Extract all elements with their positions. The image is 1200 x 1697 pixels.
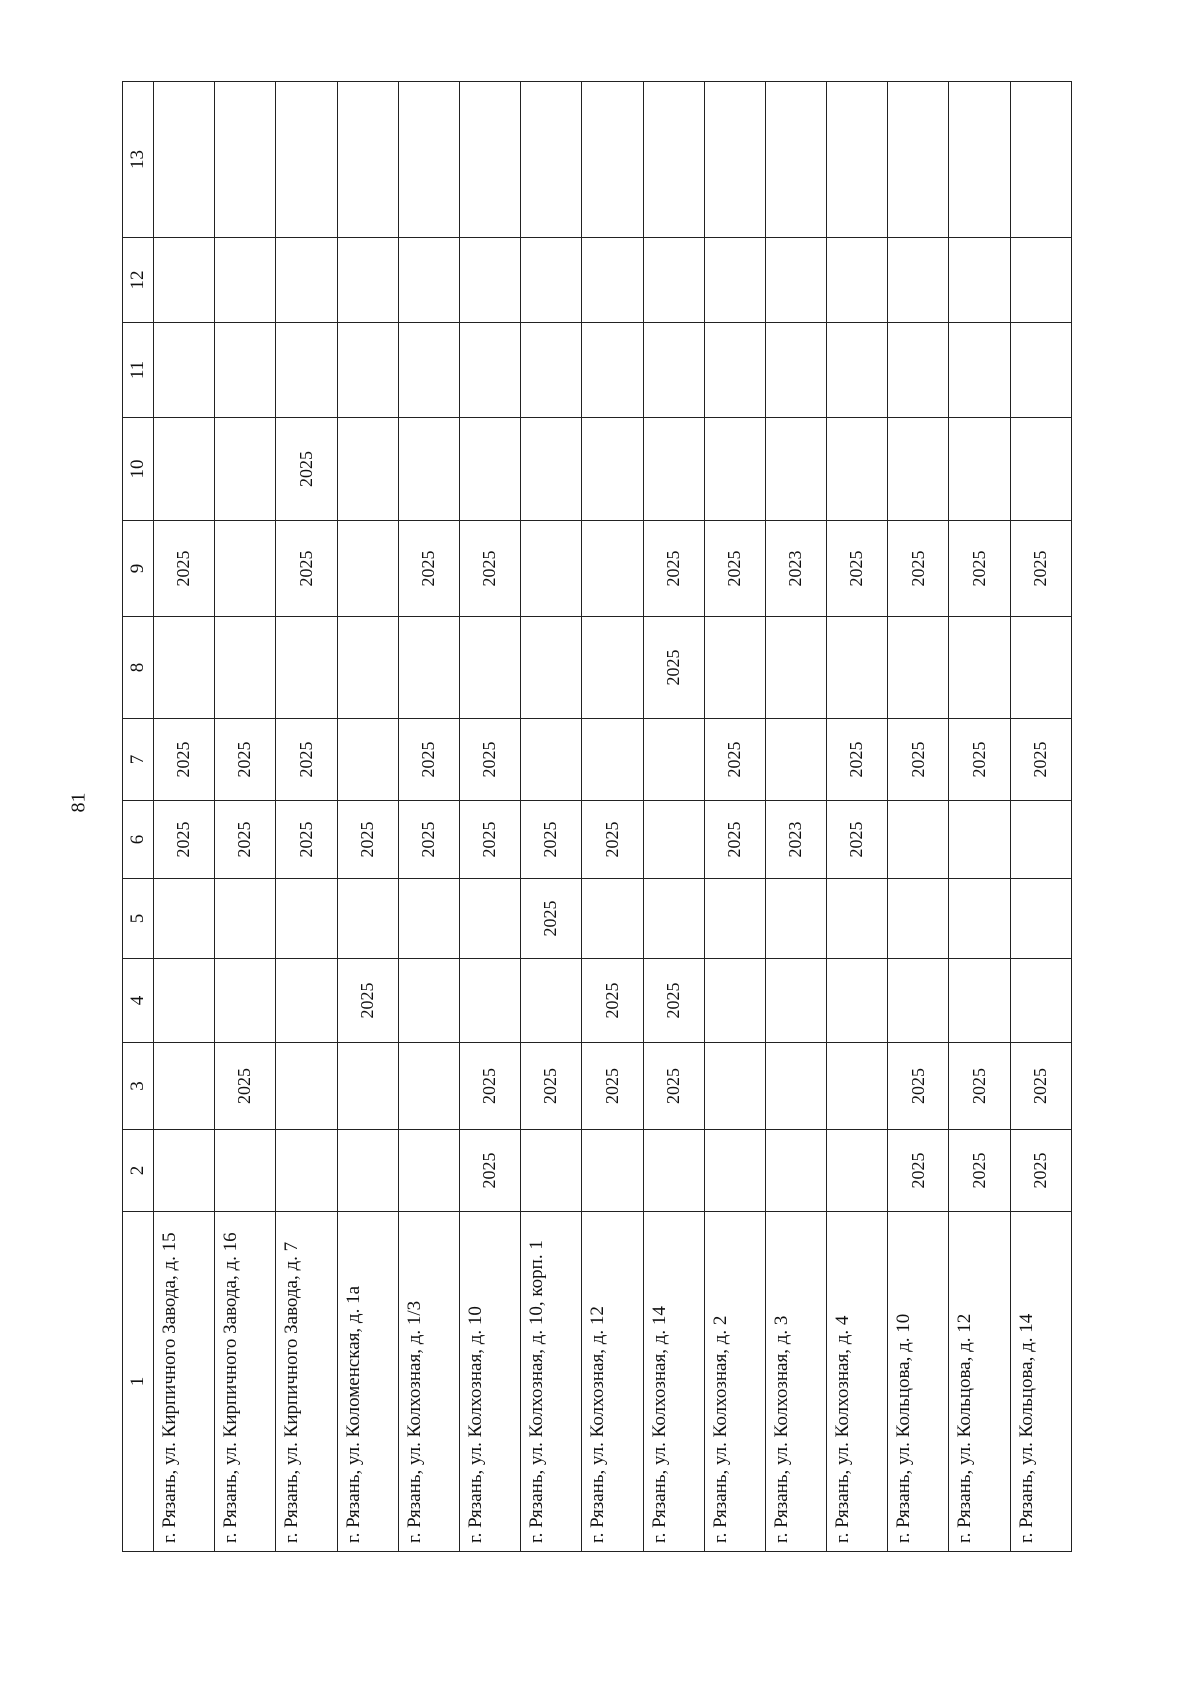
year-cell-col-11 [398, 323, 459, 418]
year-cell-col-8 [949, 617, 1010, 719]
year-cell-col-12 [398, 238, 459, 323]
year-cell-col-2: 2025 [459, 1130, 520, 1212]
year-cell-col-2 [582, 1130, 643, 1212]
year-cell-col-3 [337, 1043, 398, 1130]
year-cell-col-7 [337, 719, 398, 801]
year-cell-col-4 [888, 959, 949, 1043]
table-row [1010, 82, 1071, 1552]
address-cell: г. Рязань, ул. Колхозная, д. 2 [704, 1212, 765, 1552]
year-cell-col-4: 2025 [337, 959, 398, 1043]
year-cell-col-4 [704, 959, 765, 1043]
year-cell-col-12 [582, 238, 643, 323]
table-row [276, 82, 337, 1552]
year-cell-col-2 [765, 1130, 826, 1212]
year-cell-col-6: 2025 [154, 801, 215, 879]
year-cell-col-13 [582, 82, 643, 238]
table-rotation [122, 82, 1072, 1552]
year-cell-col-12 [521, 238, 582, 323]
year-cell-col-2 [521, 1130, 582, 1212]
year-cell-col-9: 2025 [154, 521, 215, 617]
year-cell-col-3 [276, 1043, 337, 1130]
year-cell-col-8 [398, 617, 459, 719]
header-row [123, 82, 154, 1552]
year-cell-col-2: 2025 [1010, 1130, 1071, 1212]
year-cell-col-10: 2025 [276, 418, 337, 521]
year-cell-col-2 [276, 1130, 337, 1212]
year-cell-col-8 [337, 617, 398, 719]
year-cell-col-4 [521, 959, 582, 1043]
column-header-7: 7 [123, 719, 154, 801]
year-cell-col-7 [643, 719, 704, 801]
address-cell: г. Рязань, ул. Колхозная, д. 1/3 [398, 1212, 459, 1552]
rotated-table-container [122, 82, 1072, 1552]
column-header-2: 2 [123, 1130, 154, 1212]
year-cell-col-3 [154, 1043, 215, 1130]
column-header-4: 4 [123, 959, 154, 1043]
year-cell-col-10 [949, 418, 1010, 521]
year-cell-col-2 [643, 1130, 704, 1212]
year-cell-col-12 [215, 238, 276, 323]
year-cell-col-10 [459, 418, 520, 521]
address-cell: г. Рязань, ул. Кольцова, д. 14 [1010, 1212, 1071, 1552]
year-cell-col-3: 2025 [643, 1043, 704, 1130]
year-cell-col-7: 2025 [827, 719, 888, 801]
year-cell-col-5 [888, 879, 949, 959]
year-cell-col-3: 2025 [949, 1043, 1010, 1130]
year-cell-col-9 [582, 521, 643, 617]
year-cell-col-3: 2025 [521, 1043, 582, 1130]
year-cell-col-6: 2025 [521, 801, 582, 879]
year-cell-col-13 [704, 82, 765, 238]
year-cell-col-9: 2025 [398, 521, 459, 617]
year-cell-col-12 [949, 238, 1010, 323]
year-cell-col-12 [1010, 238, 1071, 323]
year-cell-col-5 [1010, 879, 1071, 959]
year-cell-col-4 [765, 959, 826, 1043]
year-cell-col-12 [276, 238, 337, 323]
table-row [582, 82, 643, 1552]
page-number: 81 [67, 792, 90, 813]
year-cell-col-13 [765, 82, 826, 238]
year-cell-col-13 [888, 82, 949, 238]
year-cell-col-4: 2025 [643, 959, 704, 1043]
address-cell: г. Рязань, ул. Колхозная, д. 10, корп. 1 [521, 1212, 582, 1552]
year-cell-col-2: 2025 [949, 1130, 1010, 1212]
year-cell-col-6 [643, 801, 704, 879]
year-cell-col-7: 2025 [459, 719, 520, 801]
year-cell-col-7: 2025 [704, 719, 765, 801]
table-row [398, 82, 459, 1552]
year-cell-col-11 [949, 323, 1010, 418]
year-cell-col-10 [398, 418, 459, 521]
year-cell-col-7: 2025 [888, 719, 949, 801]
year-cell-col-4 [154, 959, 215, 1043]
address-cell: г. Рязань, ул. Колхозная, д. 14 [643, 1212, 704, 1552]
year-cell-col-10 [521, 418, 582, 521]
table-row [949, 82, 1010, 1552]
year-cell-col-11 [521, 323, 582, 418]
year-cell-col-6: 2025 [215, 801, 276, 879]
year-cell-col-7: 2025 [276, 719, 337, 801]
year-cell-col-10 [582, 418, 643, 521]
year-cell-col-5 [949, 879, 1010, 959]
year-cell-col-3: 2025 [215, 1043, 276, 1130]
year-cell-col-13 [643, 82, 704, 238]
year-cell-col-5 [154, 879, 215, 959]
table-row [215, 82, 276, 1552]
year-cell-col-3: 2025 [459, 1043, 520, 1130]
year-cell-col-3: 2025 [888, 1043, 949, 1130]
year-cell-col-10 [1010, 418, 1071, 521]
year-cell-col-11 [215, 323, 276, 418]
year-cell-col-13 [215, 82, 276, 238]
year-cell-col-4 [949, 959, 1010, 1043]
year-cell-col-10 [154, 418, 215, 521]
year-cell-col-13 [521, 82, 582, 238]
year-cell-col-11 [704, 323, 765, 418]
table-row [888, 82, 949, 1552]
address-cell: г. Рязань, ул. Колхозная, д. 12 [582, 1212, 643, 1552]
address-cell: г. Рязань, ул. Колхозная, д. 10 [459, 1212, 520, 1552]
schedule-table [122, 81, 1072, 1552]
year-cell-col-5 [398, 879, 459, 959]
column-header-13: 13 [123, 82, 154, 238]
year-cell-col-8 [215, 617, 276, 719]
year-cell-col-6 [1010, 801, 1071, 879]
year-cell-col-10 [888, 418, 949, 521]
address-cell: г. Рязань, ул. Кирпичного Завода, д. 16 [215, 1212, 276, 1552]
year-cell-col-12 [643, 238, 704, 323]
year-cell-col-5: 2025 [521, 879, 582, 959]
year-cell-col-6: 2025 [337, 801, 398, 879]
year-cell-col-9: 2025 [276, 521, 337, 617]
address-cell: г. Рязань, ул. Кирпичного Завода, д. 15 [154, 1212, 215, 1552]
column-header-3: 3 [123, 1043, 154, 1130]
column-header-12: 12 [123, 238, 154, 323]
address-cell: г. Рязань, ул. Колхозная, д. 3 [765, 1212, 826, 1552]
address-cell: г. Рязань, ул. Кольцова, д. 12 [949, 1212, 1010, 1552]
year-cell-col-3 [398, 1043, 459, 1130]
table-row [459, 82, 520, 1552]
year-cell-col-9: 2025 [949, 521, 1010, 617]
year-cell-col-9: 2025 [888, 521, 949, 617]
year-cell-col-12 [337, 238, 398, 323]
year-cell-col-10 [643, 418, 704, 521]
year-cell-col-11 [337, 323, 398, 418]
year-cell-col-12 [765, 238, 826, 323]
year-cell-col-10 [337, 418, 398, 521]
year-cell-col-4 [459, 959, 520, 1043]
column-header-6: 6 [123, 801, 154, 879]
year-cell-col-13 [276, 82, 337, 238]
year-cell-col-10 [704, 418, 765, 521]
column-header-8: 8 [123, 617, 154, 719]
year-cell-col-6: 2025 [827, 801, 888, 879]
year-cell-col-3: 2025 [1010, 1043, 1071, 1130]
year-cell-col-3 [704, 1043, 765, 1130]
year-cell-col-8 [521, 617, 582, 719]
year-cell-col-6 [949, 801, 1010, 879]
year-cell-col-5 [459, 879, 520, 959]
year-cell-col-9: 2025 [1010, 521, 1071, 617]
year-cell-col-5 [827, 879, 888, 959]
year-cell-col-11 [643, 323, 704, 418]
year-cell-col-5 [337, 879, 398, 959]
year-cell-col-12 [459, 238, 520, 323]
year-cell-col-12 [888, 238, 949, 323]
year-cell-col-9 [215, 521, 276, 617]
table-row [643, 82, 704, 1552]
year-cell-col-10 [215, 418, 276, 521]
address-cell: г. Рязань, ул. Коломенская, д. 1а [337, 1212, 398, 1552]
year-cell-col-9: 2025 [827, 521, 888, 617]
year-cell-col-6: 2023 [765, 801, 826, 879]
year-cell-col-5 [582, 879, 643, 959]
year-cell-col-11 [1010, 323, 1071, 418]
year-cell-col-4 [827, 959, 888, 1043]
year-cell-col-4 [215, 959, 276, 1043]
year-cell-col-7 [582, 719, 643, 801]
year-cell-col-7: 2025 [398, 719, 459, 801]
table-row [704, 82, 765, 1552]
year-cell-col-9: 2023 [765, 521, 826, 617]
table-row [154, 82, 215, 1552]
table-row [827, 82, 888, 1552]
year-cell-col-7 [521, 719, 582, 801]
year-cell-col-6: 2025 [398, 801, 459, 879]
column-header-1: 1 [123, 1212, 154, 1552]
year-cell-col-5 [215, 879, 276, 959]
year-cell-col-12 [704, 238, 765, 323]
year-cell-col-8 [1010, 617, 1071, 719]
year-cell-col-7: 2025 [215, 719, 276, 801]
year-cell-col-11 [276, 323, 337, 418]
year-cell-col-12 [154, 238, 215, 323]
year-cell-col-2 [154, 1130, 215, 1212]
year-cell-col-6 [888, 801, 949, 879]
year-cell-col-2 [827, 1130, 888, 1212]
year-cell-col-9 [521, 521, 582, 617]
year-cell-col-7: 2025 [1010, 719, 1071, 801]
year-cell-col-5 [704, 879, 765, 959]
year-cell-col-13 [827, 82, 888, 238]
year-cell-col-2 [398, 1130, 459, 1212]
year-cell-col-8 [827, 617, 888, 719]
year-cell-col-7: 2025 [949, 719, 1010, 801]
table-body [154, 82, 1072, 1552]
year-cell-col-4 [276, 959, 337, 1043]
year-cell-col-2 [337, 1130, 398, 1212]
column-header-10: 10 [123, 418, 154, 521]
year-cell-col-11 [154, 323, 215, 418]
year-cell-col-8 [888, 617, 949, 719]
year-cell-col-11 [827, 323, 888, 418]
year-cell-col-8 [582, 617, 643, 719]
year-cell-col-3: 2025 [582, 1043, 643, 1130]
year-cell-col-10 [765, 418, 826, 521]
year-cell-col-12 [827, 238, 888, 323]
year-cell-col-9: 2025 [704, 521, 765, 617]
year-cell-col-4 [1010, 959, 1071, 1043]
year-cell-col-7: 2025 [154, 719, 215, 801]
year-cell-col-8 [704, 617, 765, 719]
year-cell-col-6: 2025 [459, 801, 520, 879]
column-header-11: 11 [123, 323, 154, 418]
year-cell-col-9: 2025 [459, 521, 520, 617]
year-cell-col-5 [765, 879, 826, 959]
year-cell-col-13 [459, 82, 520, 238]
year-cell-col-11 [459, 323, 520, 418]
year-cell-col-3 [765, 1043, 826, 1130]
table-row [521, 82, 582, 1552]
year-cell-col-5 [276, 879, 337, 959]
table-row [765, 82, 826, 1552]
column-header-9: 9 [123, 521, 154, 617]
year-cell-col-8 [154, 617, 215, 719]
year-cell-col-11 [888, 323, 949, 418]
year-cell-col-13 [1010, 82, 1071, 238]
year-cell-col-5 [643, 879, 704, 959]
year-cell-col-4: 2025 [582, 959, 643, 1043]
year-cell-col-4 [398, 959, 459, 1043]
address-cell: г. Рязань, ул. Колхозная, д. 4 [827, 1212, 888, 1552]
year-cell-col-8: 2025 [643, 617, 704, 719]
year-cell-col-2: 2025 [888, 1130, 949, 1212]
year-cell-col-3 [827, 1043, 888, 1130]
year-cell-col-6: 2025 [704, 801, 765, 879]
year-cell-col-6: 2025 [582, 801, 643, 879]
year-cell-col-13 [398, 82, 459, 238]
table-row [337, 82, 398, 1552]
year-cell-col-10 [827, 418, 888, 521]
year-cell-col-9 [337, 521, 398, 617]
year-cell-col-6: 2025 [276, 801, 337, 879]
column-header-5: 5 [123, 879, 154, 959]
year-cell-col-11 [765, 323, 826, 418]
year-cell-col-8 [765, 617, 826, 719]
year-cell-col-13 [154, 82, 215, 238]
year-cell-col-8 [459, 617, 520, 719]
year-cell-col-8 [276, 617, 337, 719]
address-cell: г. Рязань, ул. Кольцова, д. 10 [888, 1212, 949, 1552]
year-cell-col-7 [765, 719, 826, 801]
year-cell-col-13 [337, 82, 398, 238]
year-cell-col-13 [949, 82, 1010, 238]
year-cell-col-2 [215, 1130, 276, 1212]
year-cell-col-2 [704, 1130, 765, 1212]
year-cell-col-9: 2025 [643, 521, 704, 617]
year-cell-col-11 [582, 323, 643, 418]
address-cell: г. Рязань, ул. Кирпичного Завода, д. 7 [276, 1212, 337, 1552]
